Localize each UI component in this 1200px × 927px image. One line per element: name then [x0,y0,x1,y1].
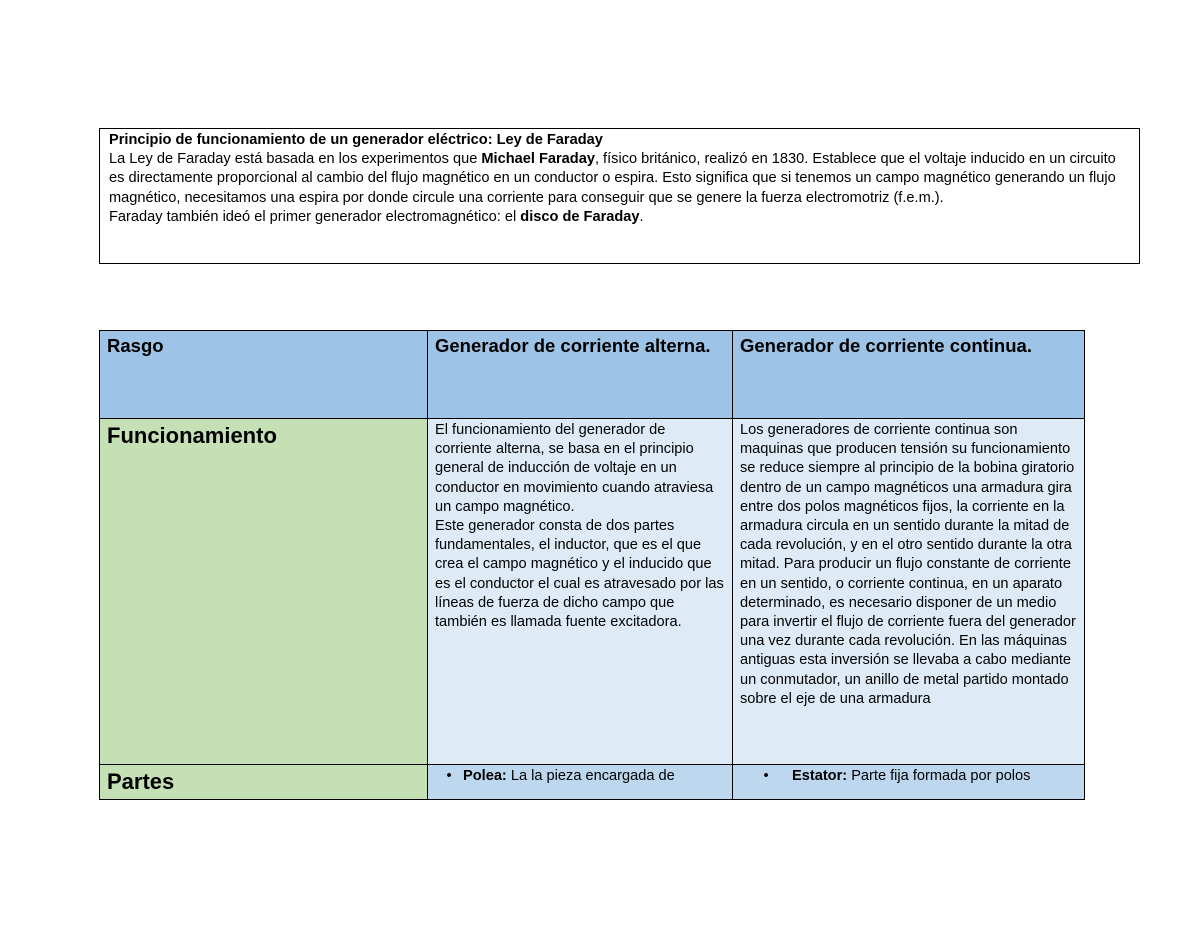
table-header-row [100,331,1085,419]
intro-p2-end: . [639,208,644,225]
table-row-partes [100,765,1085,800]
cell-dc-partes [733,765,1085,800]
row-label-funcionamiento: Funcionamiento [107,423,277,448]
dc-partes-text: Parte fija formada por polos [847,768,1031,784]
intro-p1-rest: , físico británico, realizó en 1830. Establece que el voltaje inducido en un circuito es directamente proporcional al cambio del flujo magnético en un conductor o espira. Esto significa que si tenemos un campo magnético generando un flujo magnético, necesitamos una espira por donde circule una corriente para conseguir que se genere la fuerza electromotriz (f.e.m.). [109,151,1116,206]
table-row-funcionamiento [100,419,1085,765]
cell-ac-funcionamiento [428,419,733,765]
header-cell-rasgo [100,331,428,419]
dc-partes-term: Estator: [792,768,848,784]
ac-partes-term: Polea: [463,768,507,784]
row-label-cell-partes [100,765,428,800]
intro-p2-start: Faraday también ideó el primer generador electromagnético: el [109,208,521,225]
header-cell-dc [733,331,1085,419]
intro-disco-faraday: disco de Faraday [520,208,640,225]
dc-funcionamiento-text: Los generadores de corriente continua son maquinas que producen tensión su funcionamiento se reduce siempre al principio de la bobina giratorio dentro de un campo magnéticos una armadura gira entre dos polos magnéticos fijos, la corriente en la armadura circula en un sentido durante la mitad de cada revolución, y en el otro sentido durante la otra mitad. Para producir un flujo constante de corriente en un sentido, o corriente continua, en un aparato determinado, es necesario disponer de un medio para invertir el flujo de corriente fuera del generador una vez durante cada revolución. En las máquinas antiguas esta inversión se llevaba a cabo mediante un conmutador, un anillo de metal partido montado sobre el eje de una armadura [740,422,1076,707]
bullet-icon: • [446,768,452,784]
ac-partes-bullet-item [435,767,725,786]
ac-partes-text: La la pieza encargada de [506,768,675,784]
intro-textbox [99,128,1140,264]
header-rasgo: Rasgo [107,335,164,356]
intro-paragraph-1 [109,150,1130,208]
cell-dc-funcionamiento [733,419,1085,765]
row-label-partes: Partes [107,769,175,794]
header-dc-generator: Generador de corriente continua. [740,335,1032,356]
ac-funcionamiento-p2: Este generador consta de dos partes fundamentales, el inductor, que es el que crea el campo magnético y el inducido que es el conductor el cual es atravesado por las líneas de fuerza de dicho campo que también es llamada fuente excitadora. [435,518,724,631]
cell-ac-partes [428,765,733,800]
header-ac-generator: Generador de corriente alterna. [435,335,711,356]
comparison-table [99,330,1085,800]
intro-p1-start: La Ley de Faraday está basada en los experimentos que [109,151,482,168]
row-label-cell-funcionamiento [100,419,428,765]
intro-faraday-name: Michael Faraday [481,151,595,168]
bullet-icon: • [763,768,769,784]
header-cell-ac [428,331,733,419]
intro-title: Principio de funcionamiento de un generador eléctrico: Ley de Faraday [109,132,603,148]
ac-funcionamiento-p1: El funcionamiento del generador de corriente alterna, se basa en el principio general de inducción de voltaje en un conductor en movimiento cuando atraviesa un campo magnético. [435,422,714,515]
intro-paragraph-2 [109,208,1130,227]
dc-partes-bullet-item [740,767,1077,786]
